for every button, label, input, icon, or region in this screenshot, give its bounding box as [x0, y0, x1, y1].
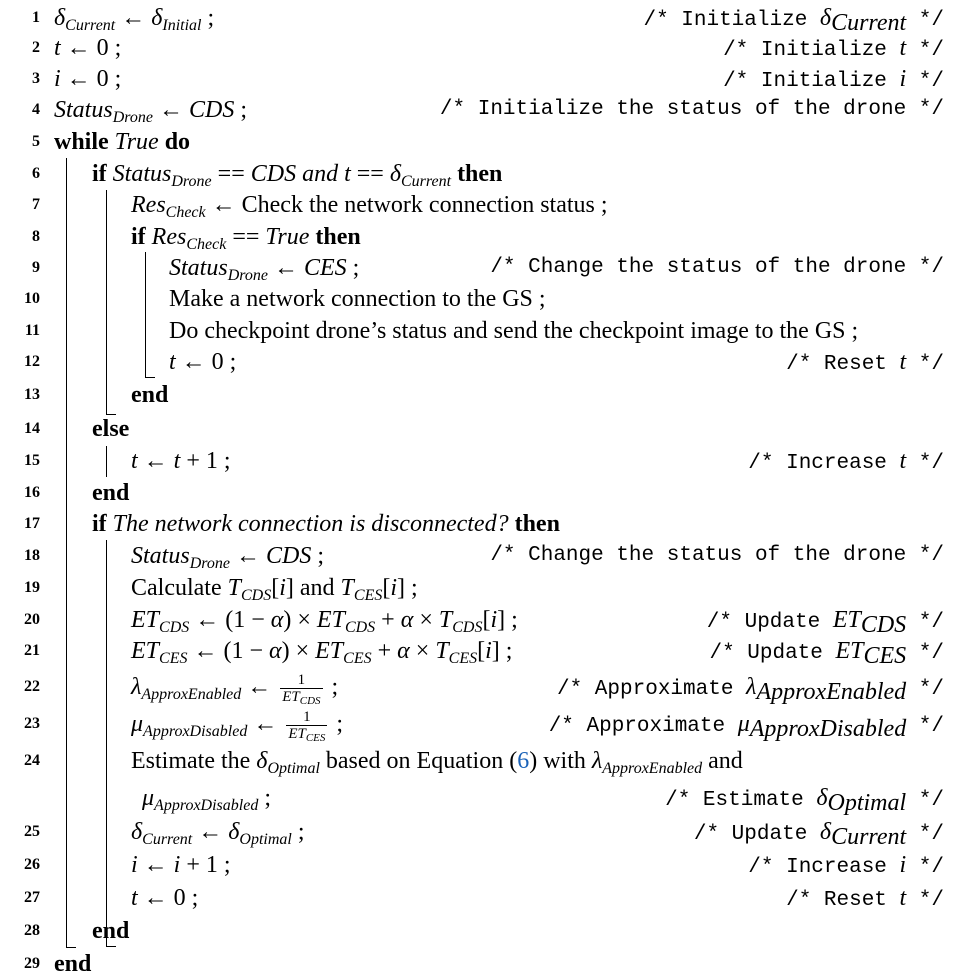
- line-comment: /* Approximate $\mu_{ApproxDisabled}$ */: [548, 711, 944, 742]
- algorithm-line: [0, 2, 980, 34]
- line-number: 16: [24, 484, 40, 501]
- line-number: 23: [24, 715, 40, 732]
- line-number: 26: [24, 856, 40, 873]
- line-number: 7: [32, 196, 40, 213]
- line-number: 17: [24, 515, 40, 532]
- line-code: Status$_{Drone}$ ← CDS ;: [131, 543, 324, 572]
- algorithm-line: [0, 32, 980, 64]
- line-number: 25: [24, 823, 40, 840]
- line-code: i ← 0 ;: [54, 66, 122, 92]
- algorithm-line: [0, 948, 980, 980]
- line-code: Res$_{Check}$ ← Check the network connection status ;: [131, 192, 608, 221]
- line-code: end: [92, 918, 130, 944]
- line-code: if Status$_{Drone}$ == CDS and $t == \delta_{Current}$ then: [92, 161, 503, 190]
- line-comment: /* Reset t */: [786, 885, 944, 912]
- algorithm-line: [0, 882, 980, 914]
- line-comment: /* Update $ET_{CES}$ */: [709, 638, 944, 669]
- line-number: 4: [32, 101, 40, 118]
- algorithm-line: [0, 346, 980, 378]
- algorithm-line: [0, 126, 980, 158]
- line-comment: /* Initialize the status of the drone */: [439, 98, 944, 121]
- line-comment: /* Change the status of the drone */: [490, 256, 944, 279]
- line-number: 6: [32, 165, 40, 182]
- algorithm-line: [0, 572, 980, 604]
- line-code: $\mu_{ApproxDisabled}$ ;: [142, 785, 271, 814]
- line-code: Calculate $T_{CDS}[i]$ and $T_{CES}[i]$ ;: [131, 575, 418, 604]
- line-code: t ← 0 ;: [169, 349, 237, 375]
- algorithm-line: [0, 189, 980, 221]
- line-number: 20: [24, 611, 40, 628]
- line-number: 12: [24, 353, 40, 370]
- algorithm-line: [0, 445, 980, 477]
- line-comment: /* Reset t */: [786, 349, 944, 376]
- line-comment: /* Estimate $\delta_{Optimal}$ */: [665, 785, 944, 816]
- line-code: end: [54, 951, 92, 977]
- algorithm-line: [0, 708, 980, 744]
- line-code: t ← t + 1 ;: [131, 448, 231, 474]
- line-number: 10: [24, 290, 40, 307]
- line-code: Estimate the $\delta_{Optimal}$ based on Equation (6) with $\lambda_{ApproxEnabled}$ and: [131, 748, 743, 777]
- line-comment: /* Approximate $\lambda_{ApproxEnabled}$ */: [557, 674, 944, 705]
- line-number: 13: [24, 386, 40, 403]
- algorithm-line: [0, 915, 980, 947]
- line-code: i ← i + 1 ;: [131, 852, 231, 878]
- line-code: $\delta_{Current}$ ← $\delta_{Initial}$ ;: [54, 5, 215, 34]
- line-number: 5: [32, 133, 40, 150]
- line-code: else: [92, 416, 130, 442]
- line-code: end: [131, 382, 169, 408]
- line-code: end: [92, 480, 130, 506]
- line-code: $\delta_{Current}$ ← $\delta_{Optimal}$ ;: [131, 819, 305, 848]
- line-comment: /* Initialize t */: [723, 35, 944, 62]
- algorithm-line: [0, 94, 980, 126]
- line-comment: /* Change the status of the drone */: [490, 544, 944, 567]
- line-code: t ← 0 ;: [131, 885, 199, 911]
- algorithm-line: [0, 508, 980, 540]
- line-comment: /* Update $ET_{CDS}$ */: [706, 607, 944, 638]
- line-code: if Res$_{Check}$ == True then: [131, 224, 361, 253]
- line-number: 11: [24, 322, 40, 339]
- line-number: 19: [24, 579, 40, 596]
- line-comment: /* Initialize i */: [723, 66, 944, 93]
- line-comment: /* Initialize $\delta_{Current}$ */: [643, 5, 944, 36]
- algorithm-line: [0, 540, 980, 572]
- line-code: Do checkpoint drone’s status and send the checkpoint image to the GS ;: [169, 318, 859, 344]
- algorithm-line: [0, 816, 980, 848]
- algorithm-line: [0, 252, 980, 284]
- line-code: Status$_{Drone}$ ← CES ;: [169, 255, 360, 284]
- algorithm-line: [0, 635, 980, 667]
- line-number: 8: [32, 228, 40, 245]
- line-number: 15: [24, 452, 40, 469]
- line-number: 21: [24, 642, 40, 659]
- line-number: 28: [24, 922, 40, 939]
- algorithm-line: [0, 315, 980, 347]
- line-number: 29: [24, 955, 40, 972]
- line-code: Make a network connection to the GS ;: [169, 286, 546, 312]
- line-number: 14: [24, 420, 40, 437]
- line-code: $\lambda_{ApproxEnabled}$ ← $\frac{1}{ET_{CDS}}$ ;: [131, 671, 339, 707]
- algorithm-line: [0, 849, 980, 881]
- line-code: $ET_{CDS}$ ← $(1 - \alpha) \times ET_{CDS} + \alpha \times T_{CDS}[i]$ ;: [131, 607, 518, 636]
- algorithm-line: [0, 477, 980, 509]
- line-comment: /* Increase t */: [748, 448, 944, 475]
- line-code: while True do: [54, 129, 191, 155]
- algorithm-line: [0, 604, 980, 636]
- line-number: 27: [24, 889, 40, 906]
- algorithm-line: [0, 221, 980, 253]
- line-number: 22: [24, 678, 40, 695]
- algorithm-line: [0, 158, 980, 190]
- line-number: 24: [24, 752, 40, 769]
- line-code: t ← 0 ;: [54, 35, 122, 61]
- line-code: Status$_{Drone}$ ← CDS ;: [54, 97, 247, 126]
- line-code: if The network connection is disconnected? then: [92, 511, 560, 537]
- algorithm-line: [0, 782, 980, 814]
- line-comment: /* Increase i */: [748, 852, 944, 879]
- line-code: $ET_{CES}$ ← $(1 - \alpha) \times ET_{CES} + \alpha \times T_{CES}[i]$ ;: [131, 638, 513, 667]
- algorithm-line: [0, 745, 980, 777]
- algorithm-line: [0, 413, 980, 445]
- line-number: 9: [32, 259, 40, 276]
- algorithm-line: [0, 379, 980, 411]
- line-code: $\mu_{ApproxDisabled}$ ← $\frac{1}{ET_{CES}}$ ;: [131, 708, 344, 744]
- algorithm-line: [0, 63, 980, 95]
- algorithm-line: [0, 671, 980, 707]
- line-comment: /* Update $\delta_{Current}$ */: [693, 819, 944, 850]
- algorithm-line: [0, 283, 980, 315]
- line-number: 3: [32, 70, 40, 87]
- line-number: 18: [24, 547, 40, 564]
- line-number: 1: [32, 9, 40, 26]
- line-number: 2: [32, 39, 40, 56]
